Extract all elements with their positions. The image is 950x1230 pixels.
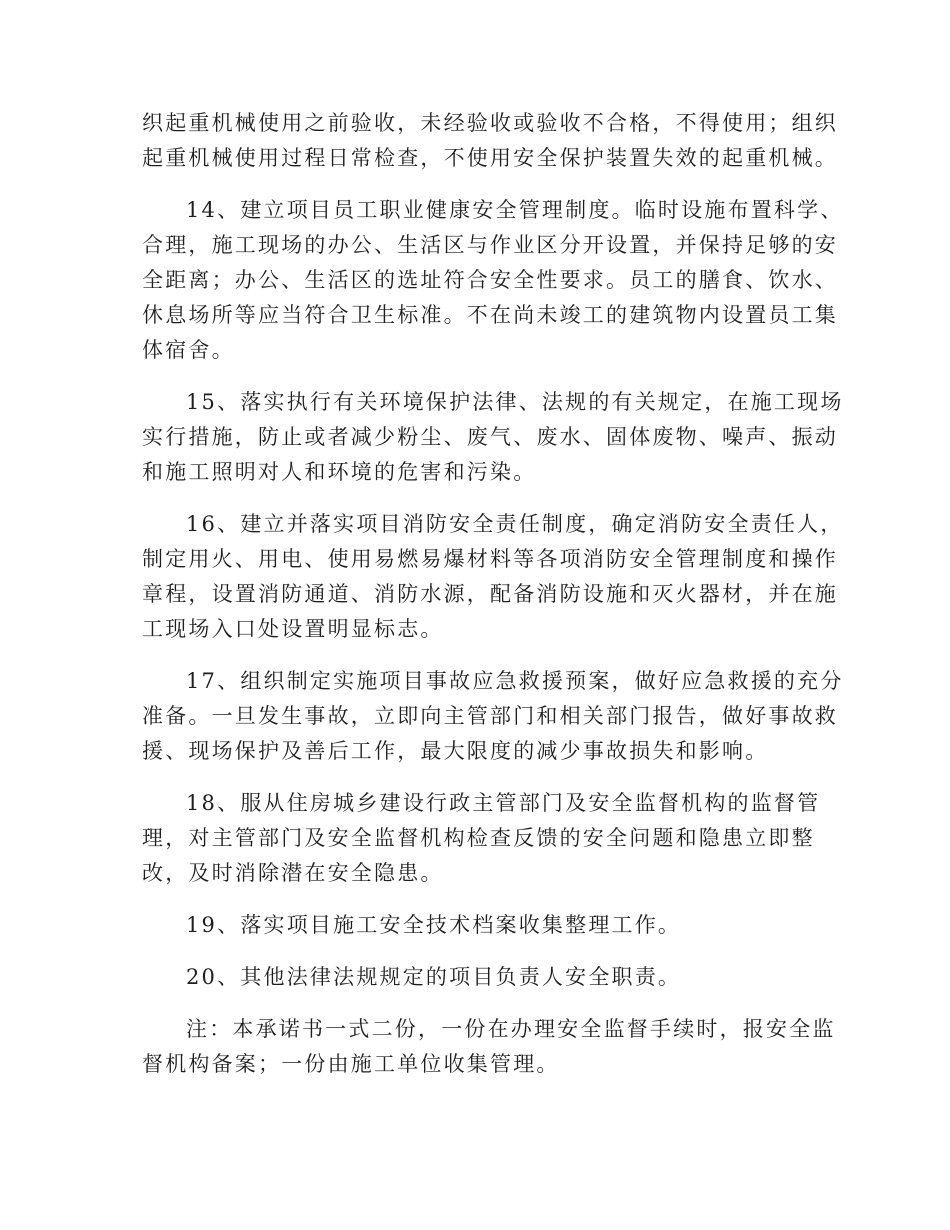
text-line: 改，及时消除潜在安全隐患。 (142, 861, 444, 885)
text-line: 督机构备案；一份由施工单位收集管理。 (142, 1052, 560, 1076)
text-line: 16、建立并落实项目消防安全责任制度，确定消防安全责任人， (186, 512, 844, 536)
paragraph-item-18 (142, 786, 821, 891)
text-line: 18、服从住房城乡建设行政主管部门及安全监督机构的监督管 (186, 791, 821, 815)
text-line: 17、组织制定实施项目事故应急救援预案，做好应急救援的充分 (186, 669, 844, 693)
paragraph-continued (142, 106, 838, 176)
text-line: 理，对主管部门及安全监督机构检查反馈的安全问题和隐患立即整 (142, 826, 815, 850)
text-line: 19、落实项目施工安全技术档案收集整理工作。 (186, 913, 682, 937)
document-body (142, 106, 844, 1099)
text-line: 援、现场保护及善后工作，最大限度的减少事故损失和影响。 (142, 739, 769, 763)
text-line: 和施工照明对人和环境的危害和污染。 (142, 460, 537, 484)
text-line: 起重机械使用过程日常检查，不使用安全保护装置失效的起重机械。 (142, 146, 838, 170)
text-line: 体宿舍。 (142, 338, 235, 362)
text-line: 章程，设置消防通道、消防水源，配备消防设施和灭火器材，并在施 (142, 582, 838, 606)
text-line: 14、建立项目员工职业健康安全管理制度。临时设施布置科学、 (186, 198, 844, 222)
text-line: 合理，施工现场的办公、生活区与作业区分开设置，并保持足够的安 (142, 233, 838, 257)
paragraph-note (142, 1012, 836, 1082)
paragraph-item-15 (142, 385, 844, 490)
text-line: 制定用火、用电、使用易燃易爆材料等各项消防安全管理制度和操作 (142, 547, 838, 571)
text-line: 工现场入口处设置明显标志。 (142, 617, 444, 641)
text-line: 注：本承诺书一式二份，一份在办理安全监督手续时，报安全监 (186, 1017, 836, 1041)
paragraph-item-16 (142, 507, 844, 647)
paragraph-item-19 (142, 908, 810, 943)
text-line: 实行措施，防止或者减少粉尘、废气、废水、固体废物、噪声、振动 (142, 425, 838, 449)
text-line: 织起重机械使用之前验收，未经验收或验收不合格，不得使用；组织 (142, 111, 838, 135)
paragraph-item-14 (142, 193, 844, 368)
text-line: 准备。一旦发生事故，立即向主管部门和相关部门报告，做好事故救 (142, 704, 838, 728)
text-line: 15、落实执行有关环境保护法律、法规的有关规定，在施工现场 (186, 390, 844, 414)
text-line: 休息场所等应当符合卫生标准。不在尚未竣工的建筑物内设置员工集 (142, 303, 838, 327)
text-line: 20、其他法律法规规定的项目负责人安全职责。 (186, 965, 682, 989)
paragraph-item-20 (142, 960, 810, 995)
text-line: 全距离；办公、生活区的选址符合安全性要求。员工的膳食、饮水、 (142, 268, 838, 292)
paragraph-item-17 (142, 664, 844, 769)
